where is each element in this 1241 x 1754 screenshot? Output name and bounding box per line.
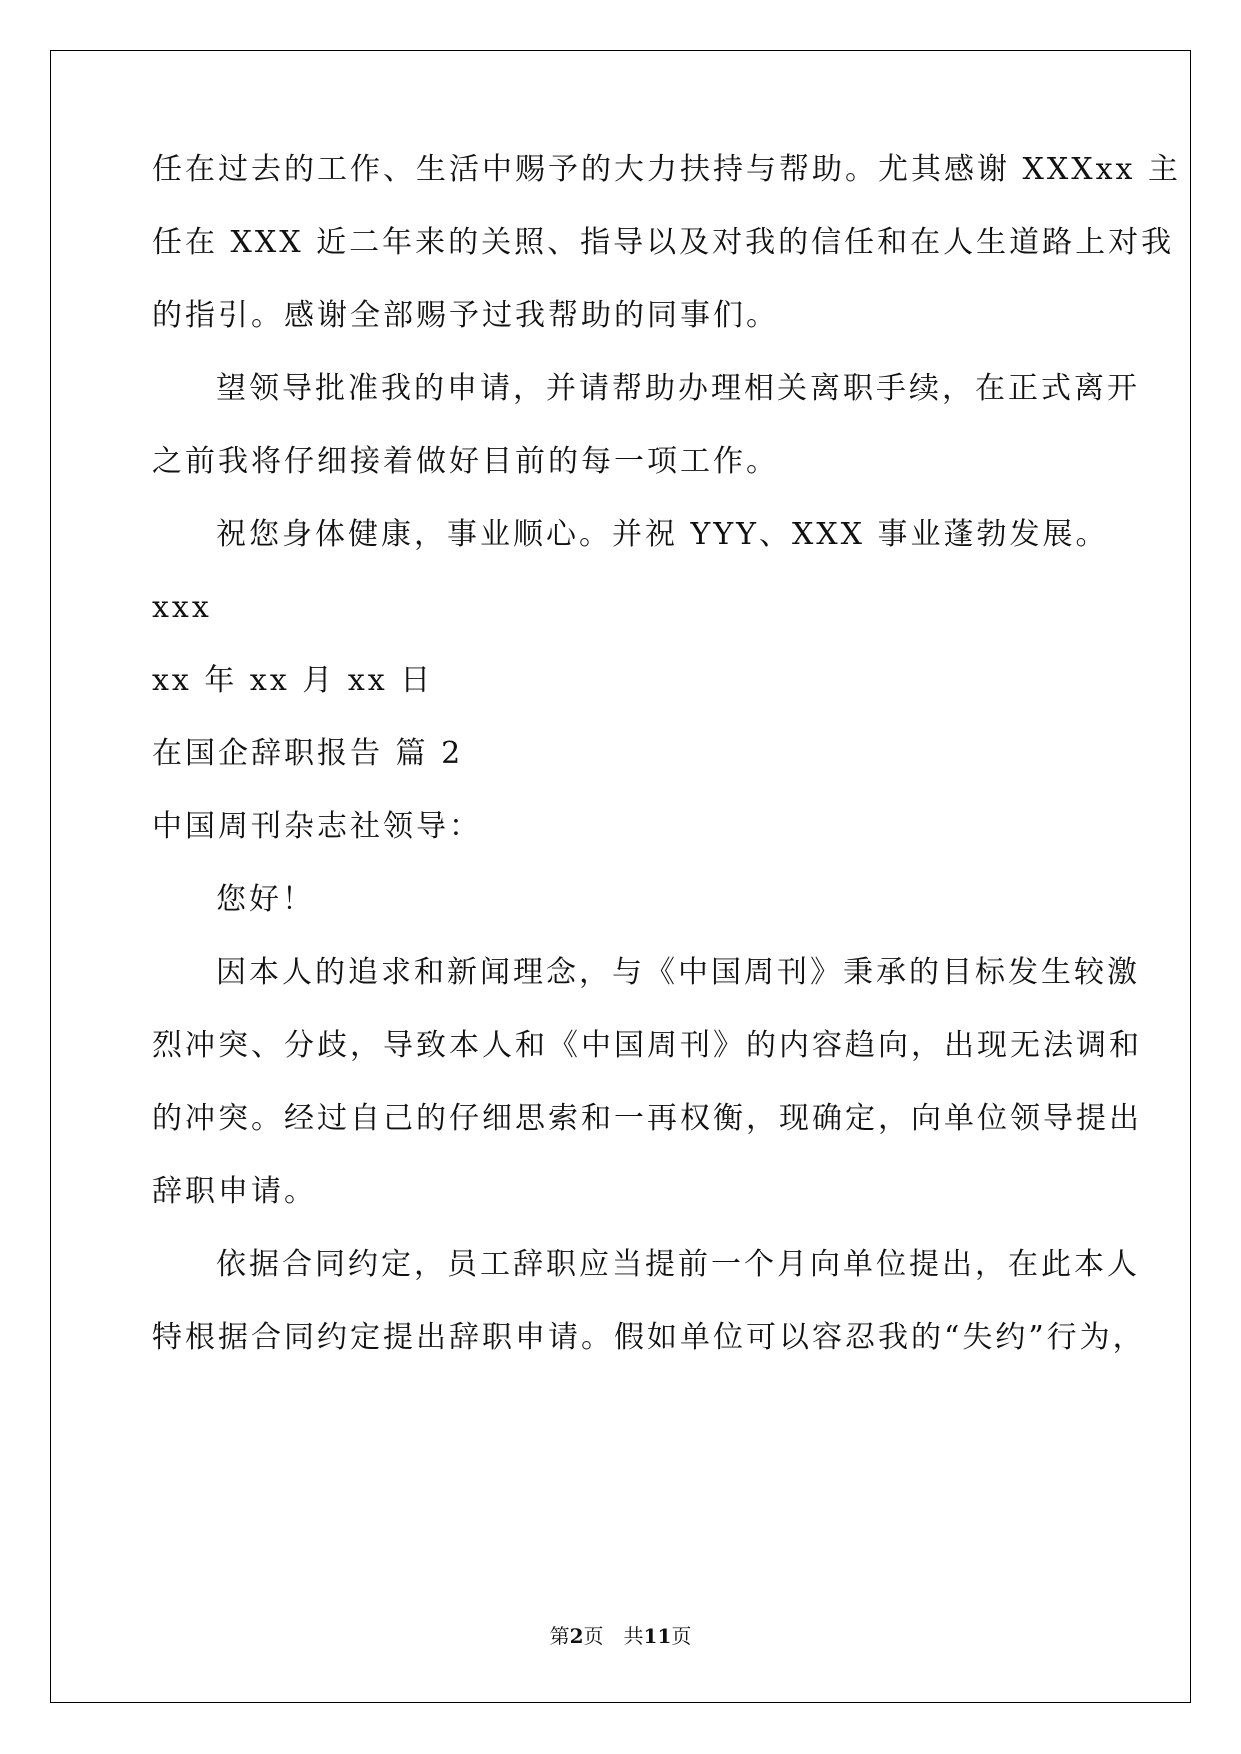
paragraph-line: 任在 XXX 近二年来的关照、指导以及对我的信任和在人生道路上对我 [152,225,1175,260]
paragraph-line: 望领导批准我的申请，并请帮助办理相关离职手续，在正式离开 [216,371,1140,406]
signature-date: xx 年 xx 月 xx 日 [152,663,434,698]
footer-suffix: 页 [671,1624,692,1648]
footer-prefix: 第 [549,1624,570,1648]
footer-mid: 页 共 [583,1624,644,1648]
paragraph-line: 烈冲突、分歧，导致本人和《中国周刊》的内容趋向，出现无法调和 [152,1028,1142,1063]
paragraph-line: 的指引。感谢全部赐予过我帮助的同事们。 [152,298,779,333]
paragraph-line: 祝您身体健康，事业顺心。并祝 YYY、XXX 事业蓬勃发展。 [216,517,1109,552]
paragraph-line: 任在过去的工作、生活中赐予的大力扶持与帮助。尤其感谢 XXXxx 主 [152,152,1181,187]
current-page-number: 2 [569,1624,584,1648]
total-page-count: 11 [643,1624,672,1648]
salutation: 中国周刊杂志社领导： [152,809,482,844]
paragraph-line: 的冲突。经过自己的仔细思索和一再权衡，现确定，向单位领导提出 [152,1101,1142,1136]
page-footer [0,1620,1241,1649]
paragraph-line: 之前我将仔细接着做好目前的每一项工作。 [152,444,779,479]
section-title: 在国企辞职报告 篇 2 [152,736,464,771]
paragraph-line: 辞职申请。 [152,1174,317,1209]
signature-name: xxx [152,590,212,625]
paragraph-line: 特根据合同约定提出辞职申请。假如单位可以容忍我的“失约”行为， [152,1320,1146,1355]
greeting: 您好！ [216,882,315,917]
paragraph-line: 依据合同约定，员工辞职应当提前一个月向单位提出，在此本人 [216,1247,1140,1282]
paragraph-line: 因本人的追求和新闻理念，与《中国周刊》秉承的目标发生较激 [216,955,1140,990]
